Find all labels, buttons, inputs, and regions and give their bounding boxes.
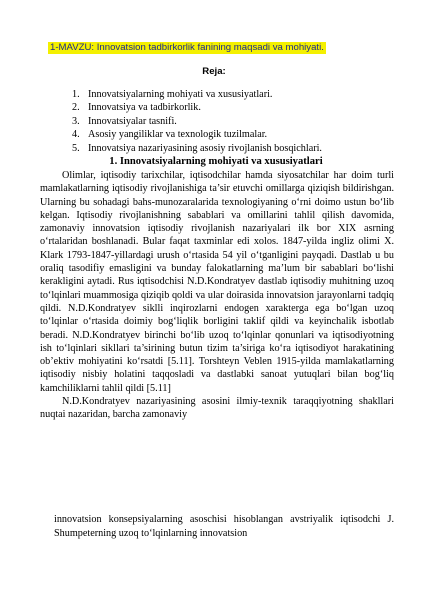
- plan-list: [72, 88, 322, 155]
- paragraph: Olimlar, iqtisodiy tarixchilar, iqtisodchilar hamda siyosatchilar har doim turli mamlakatlarning iqtisodiy rivojlanishiga ta’sir etuvchi omillarga qiziqish bildirishgan. Ularning bu sohadagi bahs-munozaralarida texnologiyaning o‘rni doimo ustun bo‘lib kelgan. Iqtisodiy rivojlanishning sabablari va omillarini tahlil qilish davomida, zamonaviy innovatsion iqtisodiy rivojlanish nazariyalari ilk bor XIX asrning o‘rtalaridan boshlanadi. Bular faqat taxminlar edi xolos. 1847-yilda ingliz olimi X. Klark 1793-1847-yillardagi urush o‘rtasida 54 yil o‘tganligini payqadi. Dastlab u bu oraliq tasodifiy emasligini va bunday falokatlarning ma’lum bir sabablari bo‘lishi kerakligini aytadi. Rus iqtisodchisi N.D.Kondratyev dastlab iqtisodiy muhitning uzoq to‘lqinlari muammosiga qiziqib qoldi va ular doirasida innovatsion jarayonlarni tadqiq qildi. N.D.Kondratyev siklli inqirozlarni endogen xarakterga ega bo‘lgan uzoq to‘lqinlar o‘rtasida doimiy bog‘liqlik borligini taklif qildi va keyinchalik isbotlab beradi. N.D.Kondratyev birinchi bo‘lib uzoq to‘lqinlar qonunlari va iqtisodiyotning ish to‘lqinlari sikllari ta’sirining butun tizim ta’siriga ko‘ra iqtisodiyot harakatining ob’ektiv mohiyatini ko‘rsatdi [5.11]. Torshteyn Veblen 1915-yilda mamlakatlarning iqtisodiy nisbiy holatini taqqosladi va dastlabki sanoat yutuqlari bilan bog‘liq kamchiliklarni tahlil qildi [5.11]: [40, 170, 394, 394]
- plan-item-text: Innovatsiya va tadbirkorlik.: [88, 102, 201, 114]
- plan-item-number: 3.: [72, 115, 80, 127]
- body-text: [40, 169, 394, 422]
- plan-item-text: Asosiy yangiliklar va texnologik tuzilmalar.: [88, 129, 268, 141]
- plan-item: [72, 115, 322, 128]
- continuation-text: [54, 513, 394, 541]
- plan-item: [72, 142, 322, 155]
- plan-item-text: Innovatsiya nazariyasining asosiy rivojlanish bosqichlari.: [88, 142, 322, 154]
- plan-item-number: 2.: [72, 102, 80, 114]
- paragraph: innovatsion konsepsiyalarning asoschisi hisoblangan avstriyalik iqtisodchi J. Shumpeterning uzoq to‘lqinlarning innovatsion: [54, 514, 394, 540]
- plan-item: [72, 101, 322, 114]
- plan-item-number: 5.: [72, 142, 80, 154]
- plan-item-text: Innovatsiyalar tasnifi.: [88, 115, 177, 127]
- topic-heading: 1-MAVZU: Innovatsion tadbirkorlik fanining maqsadi va mohiyati.: [50, 42, 324, 53]
- plan-item-number: 1.: [72, 89, 80, 100]
- plan-item-text: Innovatsiyalarning mohiyati va xususiyatlari.: [88, 89, 273, 100]
- paragraph: N.D.Kondratyev nazariyasining asosini ilmiy-texnik taraqqiyotning shakllari nuqtai nazaridan, barcha zamonaviy: [40, 396, 394, 421]
- plan-title: Reja:: [202, 66, 226, 77]
- plan-item: [72, 88, 322, 101]
- plan-item: [72, 128, 322, 141]
- plan-item-number: 4.: [72, 129, 80, 141]
- section-title: 1. Innovatsiyalarning mohiyati va xususiyatlari: [109, 156, 323, 167]
